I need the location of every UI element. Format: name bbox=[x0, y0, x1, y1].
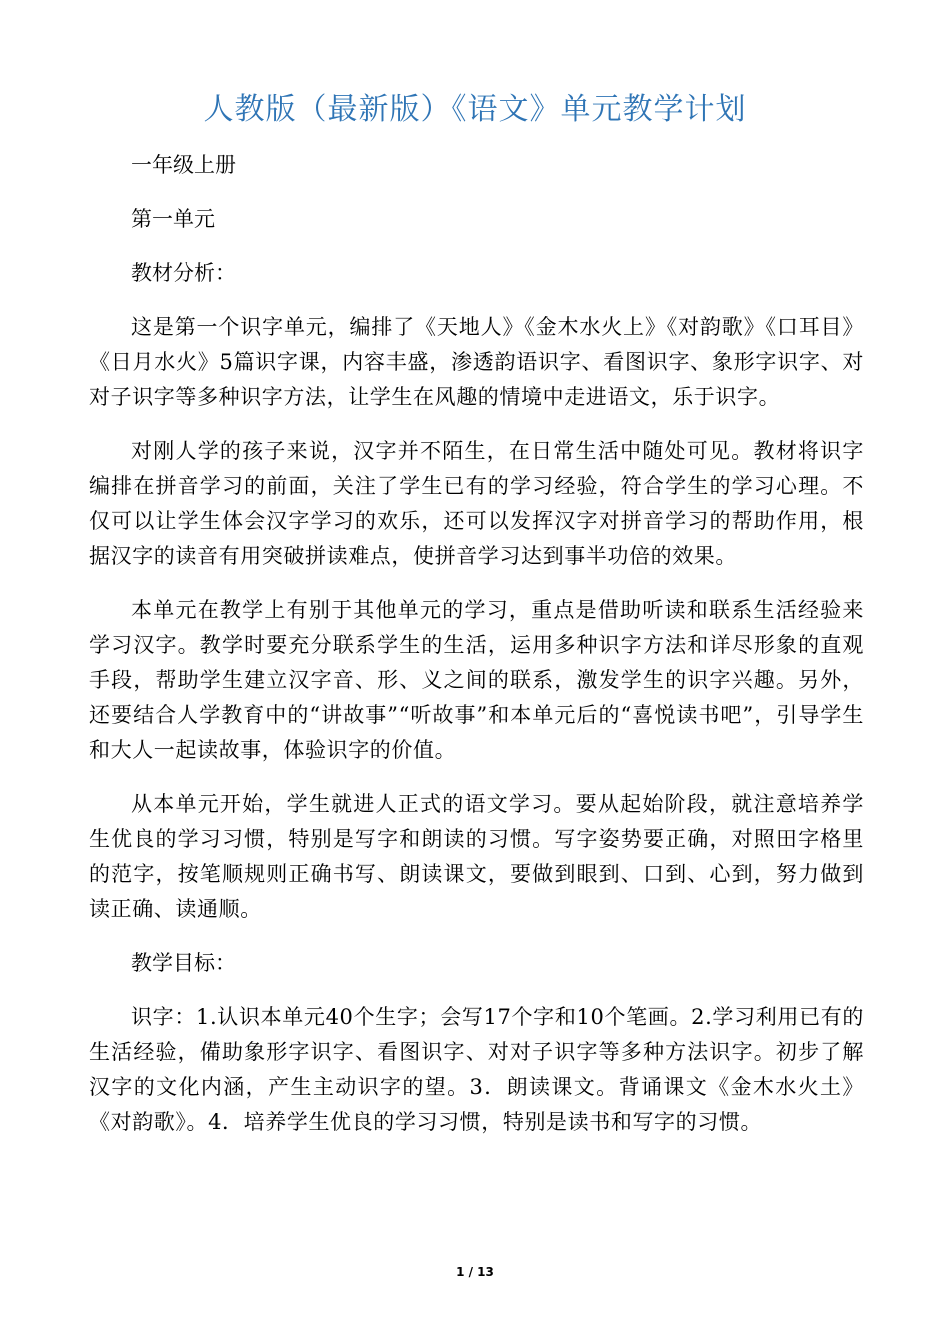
analysis-paragraph-1: 这是第一个识字单元，编排了《天地人》《金木水火上》《对韵歌》《口耳目》《日月水火》5篇识字课，内容丰盛，渗透韵语识字、看图识字、象形字识字、对对子识字等多种识字方法，让学生在风趣的情境中走进语文，乐于识字。 bbox=[89, 315, 864, 409]
document-title: 人教版（最新版）《语文》单元教学计划 bbox=[203, 92, 747, 127]
analysis-paragraph-4: 从本单元开始，学生就进人正式的语文学习。要从起始阶段，就注意培养学生优良的学习习惯，特别是写字和朗读的习惯。写字姿势要正确，对照田字格里的范字，按笔顺规则正确书写、朗读课文，要做到眼到、口到、心到，努力做到读正确、读通顺。 bbox=[89, 792, 864, 921]
goals-heading: 教学目标： bbox=[131, 951, 236, 975]
analysis-heading: 教材分析： bbox=[131, 261, 236, 285]
goals-paragraph: 识字：1.认识本单元40个生字；会写17个字和10个笔画。2.学习利用已有的生活经验，備助象形字识字、看图识字、对对子识字等多种方法识字。初步了解汉字的文化内涵，产生主动识字的望。3．朗读课文。背诵课文《金木水火土》《对韵歌》。4．培养学生优良的学习习惯，特别是读书和写字的习惯。 bbox=[89, 1005, 864, 1134]
document-body bbox=[89, 148, 864, 1159]
unit-label: 第一单元 bbox=[131, 207, 215, 231]
page-number: 1 / 13 bbox=[456, 1265, 494, 1279]
grade-label: 一年级上册 bbox=[131, 153, 236, 177]
analysis-paragraph-3: 本单元在教学上有别于其他单元的学习，重点是借助听读和联系生活经验来学习汉字。教学时要充分联系学生的生活，运用多种识字方法和详尽形象的直观手段，帮助学生建立汉字音、形、义之间的联系，激发学生的识字兴趣。另外，还要结合人学教育中的“讲故事”“听故事”和本单元后的“喜悦读书吧”，引导学生和大人一起读故事，体验识字的价值。 bbox=[89, 598, 864, 762]
analysis-paragraph-2: 对刚人学的孩子来说，汉字并不陌生，在日常生活中随处可见。教材将识字编排在拼音学习的前面，关注了学生已有的学习经验，符合学生的学习心理。不仅可以让学生体会汉字学习的欢乐，还可以发挥汉字对拼音学习的帮助作用，根据汉字的读音有用突破拼读难点，使拼音学习达到事半功倍的效果。 bbox=[89, 439, 864, 568]
